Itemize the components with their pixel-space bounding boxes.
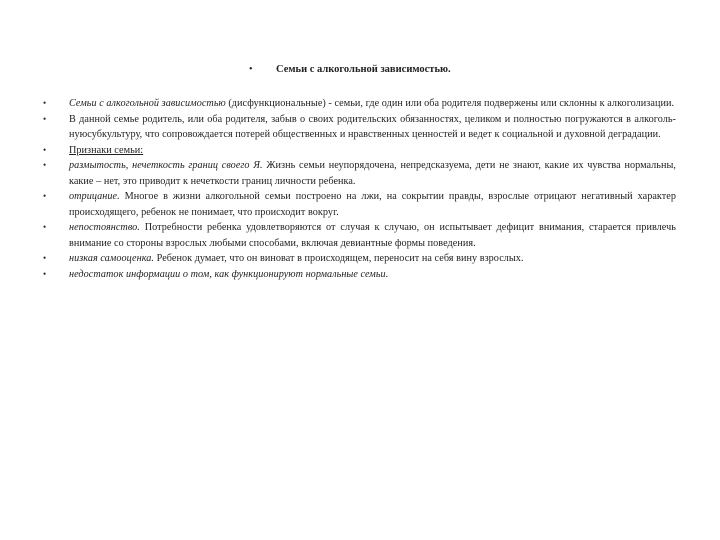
bullet-glyph: •	[43, 191, 47, 201]
item-lead: Признаки семьи:	[69, 144, 144, 156]
item-lead: низкая самооценка.	[69, 253, 155, 264]
title-row	[0, 62, 720, 78]
item-lead: недостаток информации о том, как функционируют нормальные семьи.	[69, 268, 389, 280]
title-bullet: •	[249, 64, 253, 75]
list-item	[0, 158, 676, 189]
list-item	[0, 189, 676, 220]
list-item	[0, 220, 676, 251]
list-item	[0, 251, 676, 267]
bullet-glyph: •	[43, 222, 47, 232]
slide-title: Семьи с алкогольной зависимостью.	[276, 64, 451, 75]
list-item	[0, 112, 676, 143]
item-text: Жизнь семьи неупорядочена, непредсказуема, дети не знают, какие их чувства нормальны, какие – нет, это приводит к нечеткости границ личности ребенка.	[69, 160, 676, 187]
item-lead: Семьи с алкогольной зависимостью	[69, 98, 226, 109]
bullet-glyph: •	[43, 98, 47, 108]
item-text: В данной семье родитель, или оба родителя, забыв о своих родительских обязанностях, целиком и полностью погружаются в алкоголь-нуюсубкультуру, что сопровождается потерей общественных и нравственных ценностей и ведет к социальной и духовной деградации.	[69, 113, 676, 140]
bullet-list	[0, 96, 720, 282]
item-text: Потребности ребенка удовлетворяются от случая к случаю, он испытывает дефицит внимания, старается привлечь внимание со стороны взрослых любыми способами, включая девиантные формы поведения.	[69, 222, 676, 249]
bullet-glyph: •	[43, 253, 47, 263]
bullet-glyph: •	[43, 160, 47, 170]
list-item	[0, 143, 676, 159]
list-item	[0, 96, 676, 112]
item-lead: непостоянство.	[69, 222, 140, 233]
item-lead: отрицание.	[69, 191, 120, 202]
item-text: Многое в жизни алкогольной семьи построено на лжи, на сокрытии правды, взрослые отрицают негативный характер происходящего, ребенок не понимает, что происходит вокруг.	[69, 191, 676, 218]
list-item	[0, 267, 676, 283]
bullet-glyph: •	[43, 268, 47, 279]
item-text: (дисфункциональные) - семьи, где один или оба родителя подвержены или склонны к алкоголизации.	[225, 98, 675, 109]
bullet-glyph: •	[43, 113, 47, 124]
bullet-glyph: •	[43, 144, 47, 155]
item-text: Ребенок думает, что он виноват в происходящем, переносит на себя вину взрослых.	[154, 253, 524, 264]
item-lead: размытость, нечеткость границ своего Я.	[69, 160, 263, 171]
